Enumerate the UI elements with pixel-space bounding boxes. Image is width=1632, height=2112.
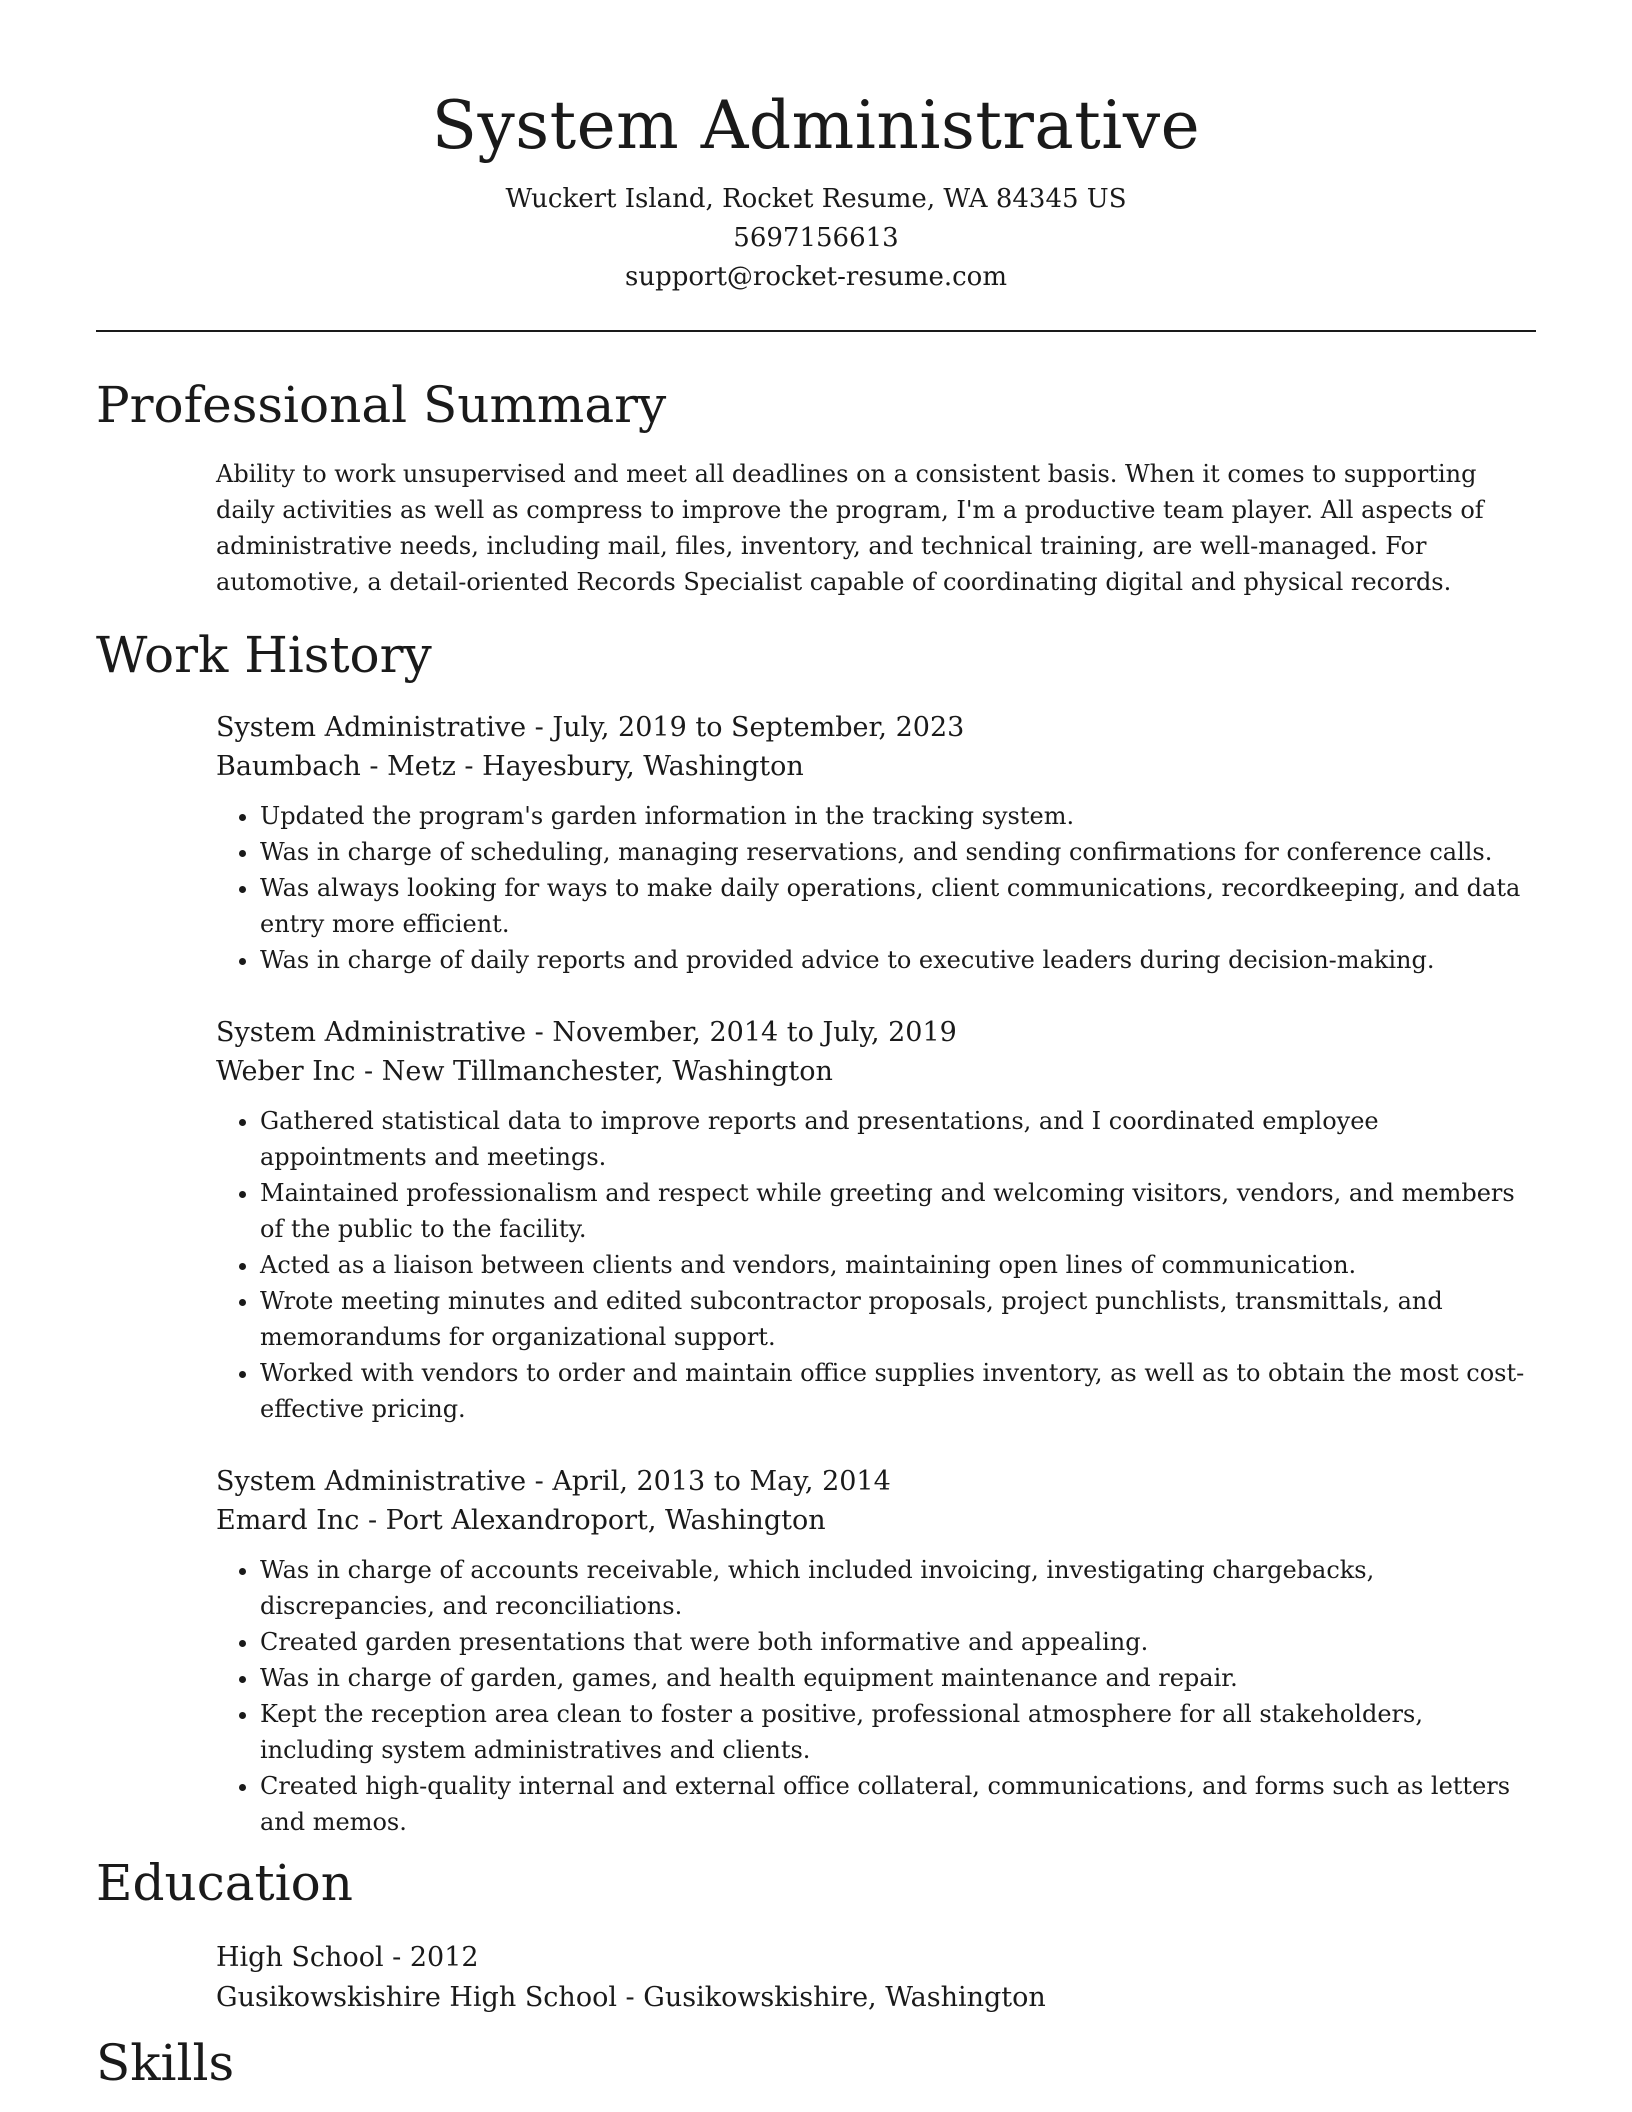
education-school-location: Gusikowskishire High School - Gusikowskishire, Washington [216, 1982, 1046, 2013]
contact-info [96, 180, 1536, 297]
education-entry [216, 1938, 1536, 2018]
job-bullet: • Created garden presentations that were both informative and appealing. [260, 1624, 1536, 1660]
section-title-education: Education [96, 1854, 353, 1912]
job-entry [216, 708, 1536, 978]
section-education [96, 1852, 1536, 2018]
job-bullet: • Was in charge of accounts receivable, which included invoicing, investigating chargebacks, discrepancies, and reconciliations. [260, 1552, 1536, 1624]
job-bullet: • Was in charge of scheduling, managing reservations, and sending confirmations for conference calls. [260, 834, 1536, 870]
job-bullet-list [216, 798, 1536, 978]
section-work-history [96, 624, 1536, 1840]
contact-address: Wuckert Island, Rocket Resume, WA 84345 US [505, 184, 1127, 214]
section-skills [96, 2032, 1536, 2094]
job-company-location: Emard Inc - Port Alexandroport, Washington [216, 1505, 826, 1536]
resume-header [96, 0, 1536, 297]
job-bullet: • Maintained professionalism and respect while greeting and welcoming visitors, vendors, and members of the public to the facility. [260, 1175, 1536, 1247]
job-bullet: • Was always looking for ways to make daily operations, client communications, recordkeeping, and data entry more efficient. [260, 870, 1536, 942]
job-entry [216, 1013, 1536, 1427]
contact-phone: 5697156613 [733, 223, 899, 253]
section-title-summary: Professional Summary [96, 376, 667, 434]
job-bullet-list [216, 1552, 1536, 1840]
job-title-dates: System Administrative - April, 2013 to May, 2014 [216, 1466, 891, 1497]
job-bullet: • Acted as a liaison between clients and vendors, maintaining open lines of communication. [260, 1247, 1536, 1283]
job-company-location: Baumbach - Metz - Hayesbury, Washington [216, 751, 804, 782]
header-divider [96, 330, 1536, 332]
education-degree-year: High School - 2012 [216, 1942, 479, 1973]
section-title-work-history: Work History [96, 626, 432, 684]
job-bullet: • Kept the reception area clean to foster a positive, professional atmosphere for all stakeholders, including system administratives and clients. [260, 1696, 1536, 1768]
job-bullet: • Was in charge of garden, games, and health equipment maintenance and repair. [260, 1660, 1536, 1696]
summary-text: Ability to work unsupervised and meet all deadlines on a consistent basis. When it comes to supporting daily activities as well as compress to improve the program, I'm a productive team player. All aspects of administrative needs, including mail, files, inventory, and technical training, are well-managed. For automotive, a detail-oriented Records Specialist capable of coordinating digital and physical records. [216, 460, 1484, 596]
job-bullet: • Worked with vendors to order and maintain office supplies inventory, as well as to obtain the most cost-effective pricing. [260, 1355, 1536, 1427]
job-bullet: • Was in charge of daily reports and provided advice to executive leaders during decision-making. [260, 942, 1536, 978]
job-bullet: • Updated the program's garden information in the tracking system. [260, 798, 1536, 834]
job-title-dates: System Administrative - November, 2014 to July, 2019 [216, 1017, 957, 1048]
job-company-location: Weber Inc - New Tillmanchester, Washington [216, 1056, 833, 1087]
candidate-name: System Administrative [431, 87, 1201, 164]
job-bullet: • Wrote meeting minutes and edited subcontractor proposals, project punchlists, transmittals, and memorandums for organizational support. [260, 1283, 1536, 1355]
job-title-dates: System Administrative - July, 2019 to September, 2023 [216, 712, 965, 743]
job-bullet: • Gathered statistical data to improve reports and presentations, and I coordinated employee appointments and meetings. [260, 1103, 1536, 1175]
contact-email: support@rocket-resume.com [624, 262, 1007, 292]
job-entry [216, 1462, 1536, 1840]
job-bullet: • Created high-quality internal and external office collateral, communications, and forms such as letters and memos. [260, 1768, 1536, 1840]
job-bullet-list [216, 1103, 1536, 1427]
section-summary [96, 374, 1536, 600]
section-title-skills: Skills [96, 2034, 235, 2092]
